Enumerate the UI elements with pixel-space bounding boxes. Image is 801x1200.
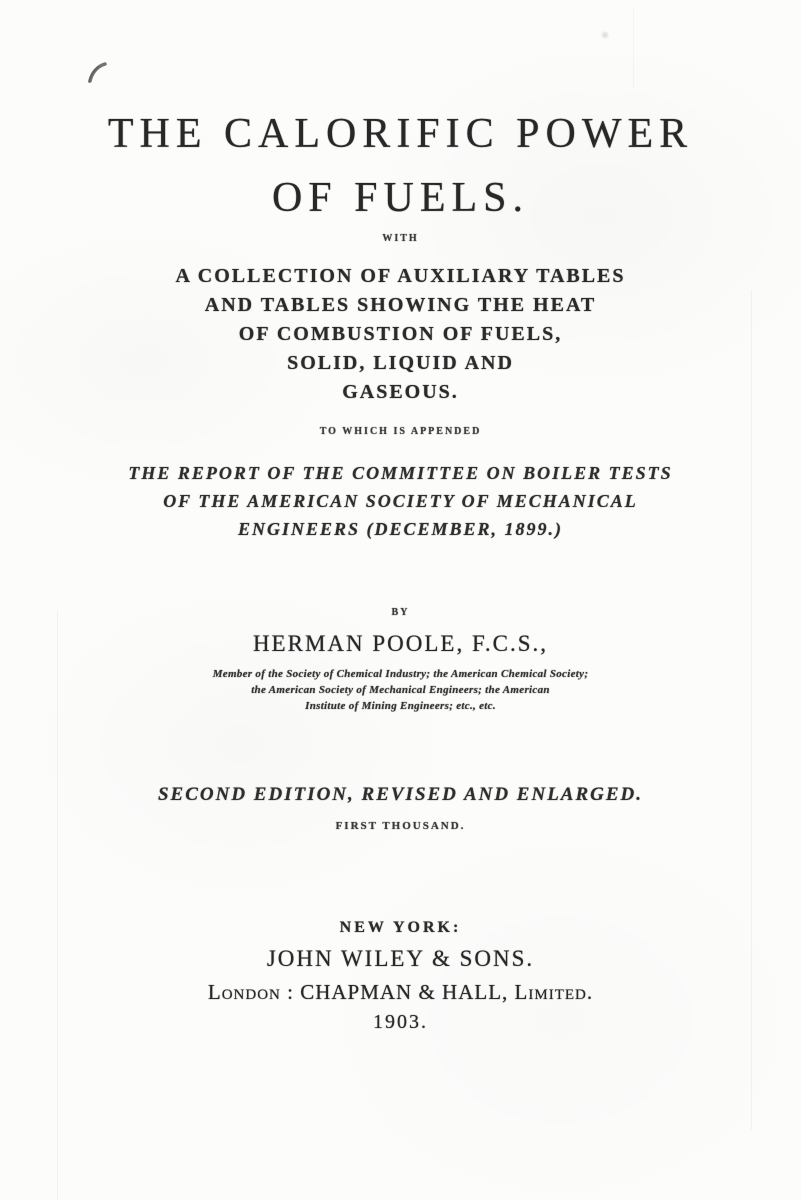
credentials-line: Institute of Mining Engineers; etc., etc. — [305, 700, 496, 712]
subtitle-line: SOLID, LIQUID AND — [287, 352, 514, 374]
subtitle-line: AND TABLES SHOWING THE HEAT — [204, 294, 597, 316]
scan-speck — [602, 32, 608, 38]
publisher-name: JOHN WILEY & SONS. — [266, 946, 535, 971]
appended-label: TO WHICH IS APPENDED — [319, 426, 482, 437]
report-line: ENGINEERS (DECEMBER, 1899.) — [237, 519, 564, 539]
author-credentials — [0, 666, 801, 714]
book-title-line-2: OF FUELS. — [271, 175, 530, 221]
with-label: WITH — [382, 233, 419, 244]
edition-statement: SECOND EDITION, REVISED AND ENLARGED. — [157, 784, 644, 805]
publication-year: 1903. — [373, 1011, 428, 1033]
by-label: BY — [391, 607, 410, 618]
report-line: THE REPORT OF THE COMMITTEE ON BOILER TESTS — [128, 463, 673, 483]
publisher-city: NEW YORK: — [339, 919, 462, 936]
book-title-line-1: THE CALORIFIC POWER — [107, 111, 694, 157]
report-line: OF THE AMERICAN SOCIETY OF MECHANICAL — [163, 491, 638, 511]
appended-report-title — [0, 459, 801, 543]
author-name: HERMAN POOLE, F.C.S., — [252, 631, 549, 656]
publisher-london: London : CHAPMAN & HALL, Limited. — [207, 980, 594, 1004]
printing-statement: FIRST THOUSAND. — [335, 820, 466, 832]
book-title — [0, 102, 801, 230]
subtitle-line: OF COMBUSTION OF FUELS, — [238, 323, 563, 345]
subtitle-line: A COLLECTION OF AUXILIARY TABLES — [175, 265, 626, 287]
subtitle-line: GASEOUS. — [342, 381, 459, 403]
pen-mark — [84, 56, 114, 88]
credentials-line: Member of the Society of Chemical Industry; the American Chemical Society; — [212, 668, 589, 680]
subtitle — [0, 262, 801, 407]
credentials-line: the American Society of Mechanical Engineers; the American — [251, 684, 550, 696]
scan-line-top-right — [633, 8, 634, 88]
